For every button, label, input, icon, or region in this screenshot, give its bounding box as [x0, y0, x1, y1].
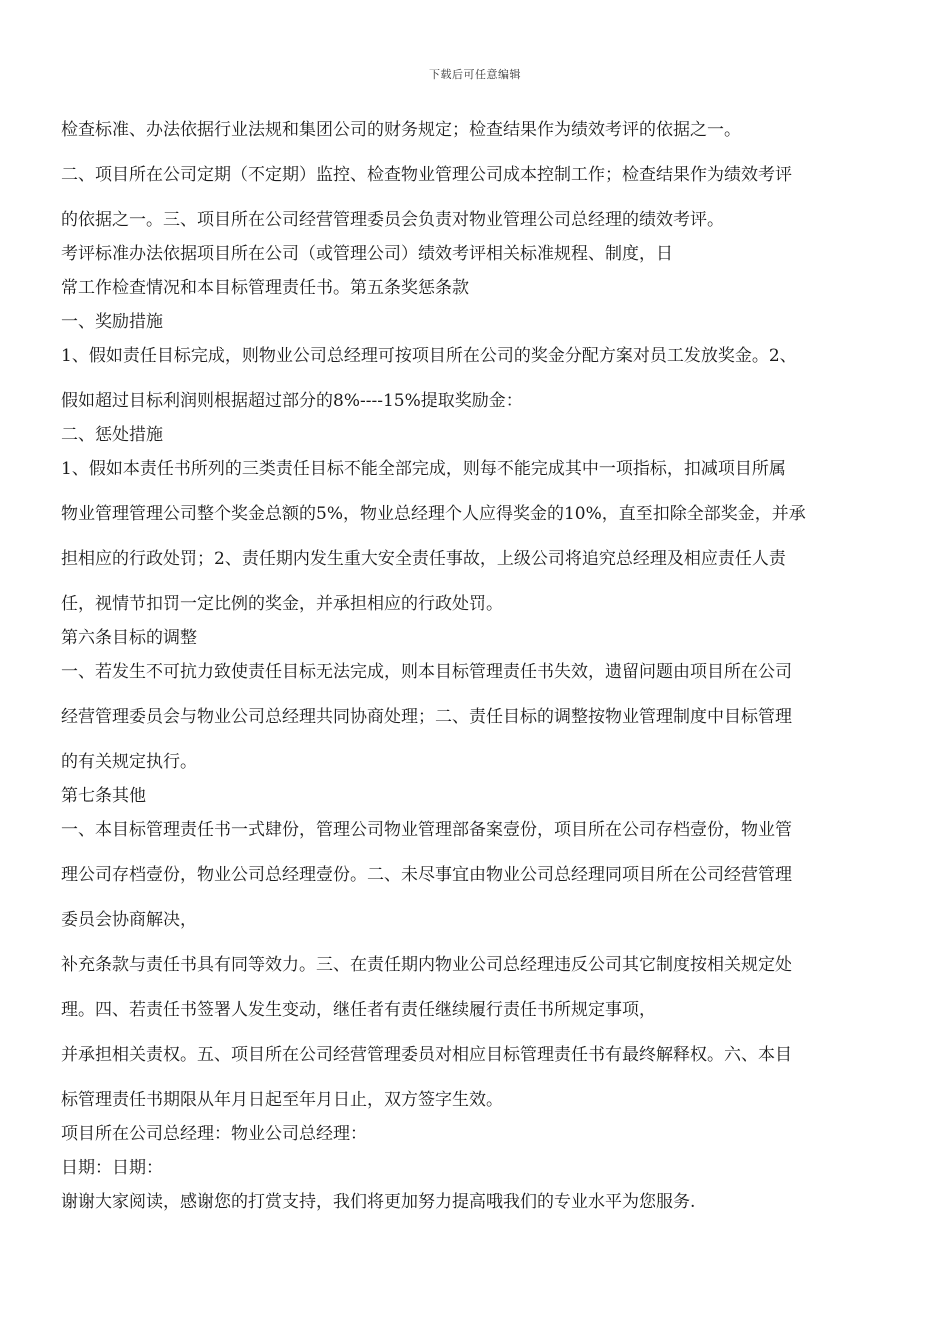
body-line: 的有关规定执行。	[61, 752, 197, 772]
body-line: 并承担相关责权。五、项目所在公司经营管理委员对相应目标管理责任书有最终解释权。六、本目	[61, 1045, 792, 1065]
body-line: 标管理责任书期限从年月日起至年月日止，双方签字生效。	[61, 1090, 503, 1110]
body-line: 一、若发生不可抗力致使责任目标无法完成，则本目标管理责任书失效，遗留问题由项目所在公司	[61, 662, 792, 682]
body-line: 二、惩处措施	[61, 425, 163, 445]
body-line: 第六条目标的调整	[61, 628, 197, 648]
body-line: 一、奖励措施	[61, 312, 163, 332]
body-line: 1、假如本责任书所列的三类责任目标不能全部完成，则每不能完成其中一项指标，扣减项目所属	[61, 459, 786, 479]
page-header-note: 下载后可任意编辑	[429, 68, 521, 81]
body-line: 一、本目标管理责任书一式肆份，管理公司物业管理部备案壹份，项目所在公司存档壹份，物业管	[61, 820, 792, 840]
body-line: 日期：日期：	[61, 1158, 163, 1178]
body-line: 考评标准办法依据项目所在公司（或管理公司）绩效考评相关标准规程、制度，日	[61, 244, 673, 264]
body-line: 第七条其他	[61, 786, 146, 806]
body-line: 委员会协商解决，	[61, 910, 197, 930]
body-line: 理。四、若责任书签署人发生变动，继任者有责任继续履行责任书所规定事项，	[61, 1000, 656, 1020]
body-line: 检查标准、办法依据行业法规和集团公司的财务规定；检查结果作为绩效考评的依据之一。	[61, 120, 741, 140]
body-line: 担相应的行政处罚；2、责任期内发生重大安全责任事故，上级公司将追究总经理及相应责任人责	[61, 549, 786, 569]
body-line: 1、假如责任目标完成，则物业公司总经理可按项目所在公司的奖金分配方案对员工发放奖金。2、	[61, 346, 797, 366]
body-line: 任，视情节扣罚一定比例的奖金，并承担相应的行政处罚。	[61, 594, 503, 614]
body-line: 项目所在公司总经理：物业公司总经理：	[61, 1124, 367, 1144]
body-line: 物业管理管理公司整个奖金总额的5%，物业总经理个人应得奖金的10%，直至扣除全部奖金，并承	[61, 504, 806, 524]
body-line: 理公司存档壹份，物业公司总经理壹份。二、未尽事宜由物业公司总经理同项目所在公司经营管理	[61, 865, 792, 885]
body-line: 假如超过目标利润则根据超过部分的8%----15%提取奖励金：	[61, 391, 523, 411]
body-line: 经营管理委员会与物业公司总经理共同协商处理；二、责任目标的调整按物业管理制度中目标管理	[61, 707, 792, 727]
document-body	[61, 120, 891, 1212]
body-line: 补充条款与责任书具有同等效力。三、在责任期内物业公司总经理违反公司其它制度按相关规定处	[61, 955, 792, 975]
body-line: 二、项目所在公司定期（不定期）监控、检查物业管理公司成本控制工作；检查结果作为绩效考评	[61, 165, 792, 185]
body-line: 常工作检查情况和本目标管理责任书。第五条奖惩条款	[61, 278, 469, 298]
closing-thanks: 谢谢大家阅读，感谢您的打赏支持，我们将更加努力提高哦我们的专业水平为您服务.	[61, 1192, 696, 1212]
body-line: 的依据之一。三、项目所在公司经营管理委员会负责对物业管理公司总经理的绩效考评。	[61, 210, 724, 230]
